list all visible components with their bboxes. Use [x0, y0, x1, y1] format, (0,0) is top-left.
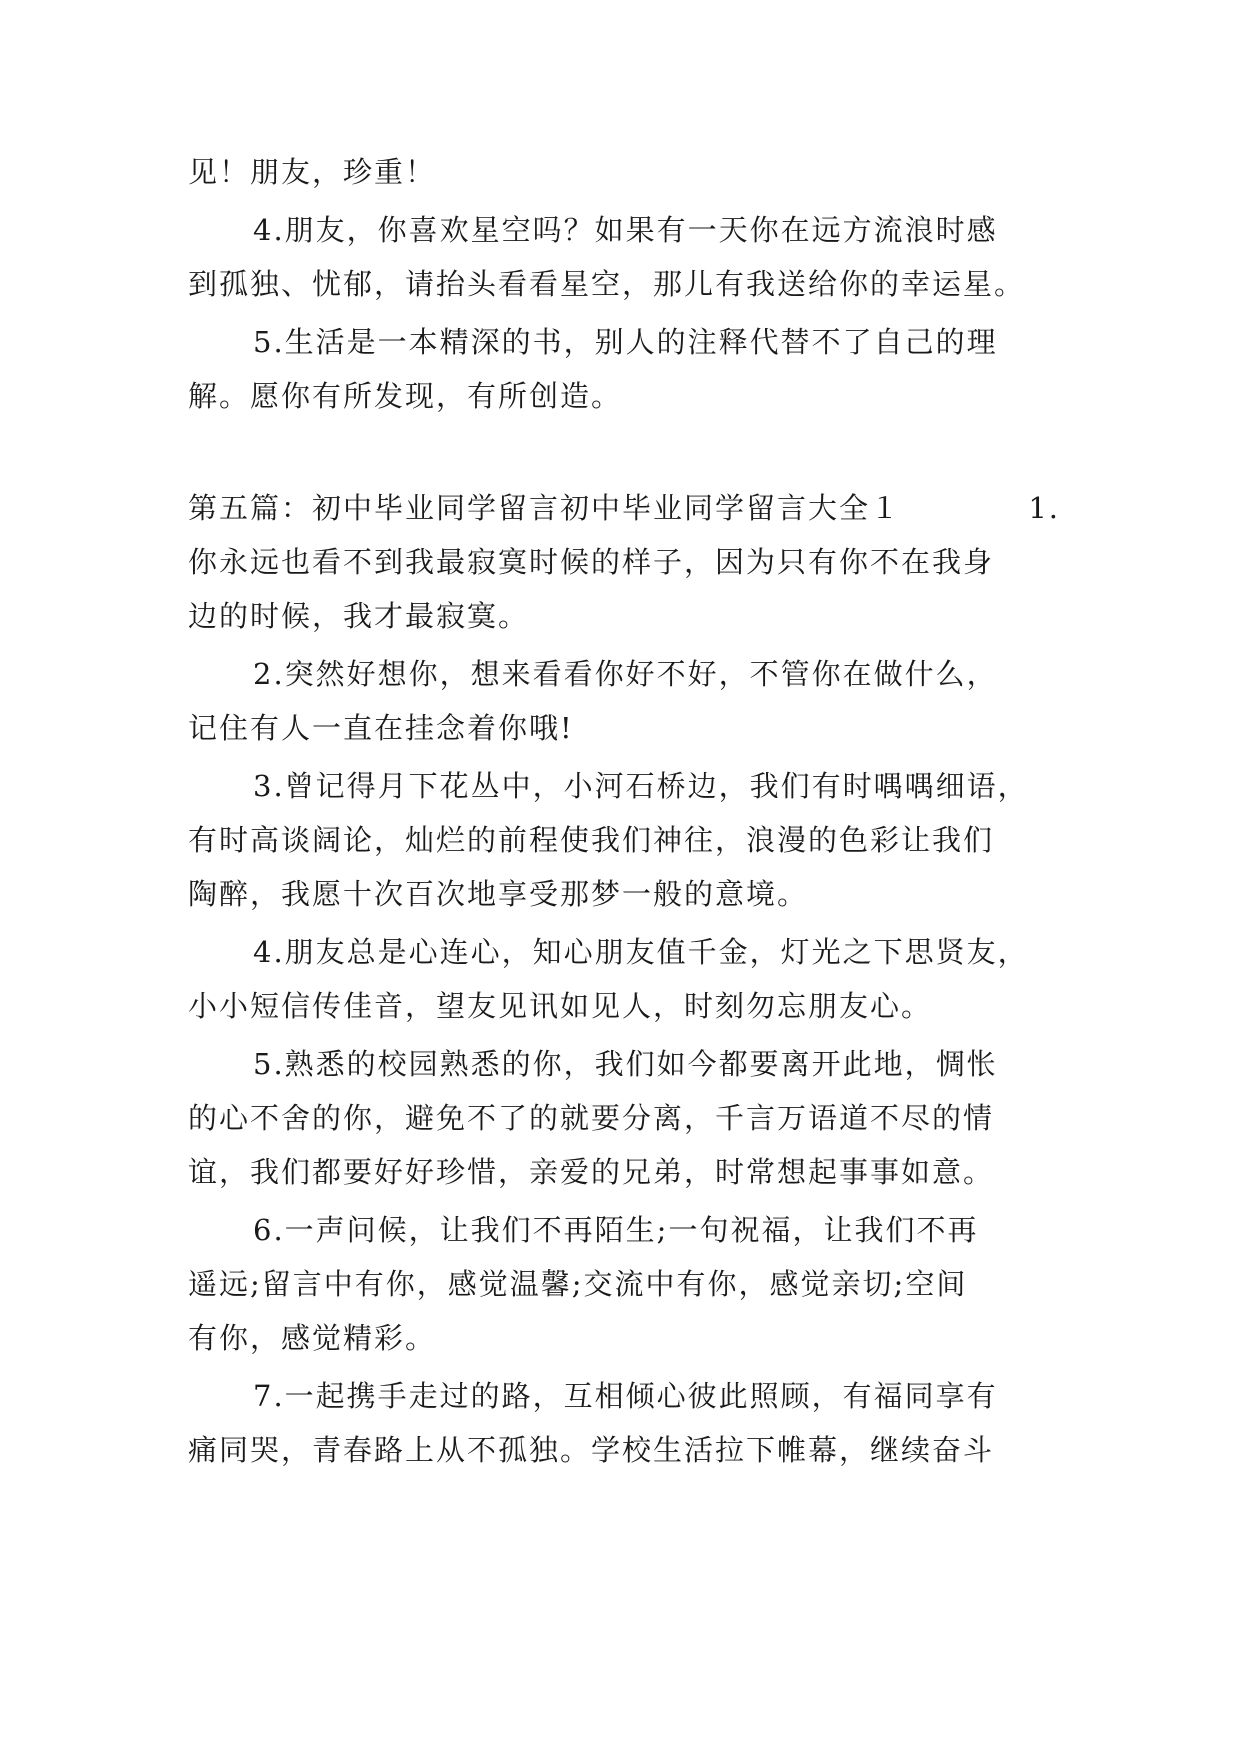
text-line: 到孤独、忧郁，请抬头看看星空，那儿有我送给你的幸运星。 [188, 267, 1026, 301]
list-number: 1. [1028, 491, 1060, 525]
text-line: 4.朋友，你喜欢星空吗？如果有一天你在远方流浪时感 [253, 213, 998, 247]
text-line: 5.生活是一本精深的书，别人的注释代替不了自己的理 [253, 325, 998, 359]
text-line: 有时高谈阔论，灿烂的前程使我们神往，浪漫的色彩让我们 [188, 823, 995, 857]
text-line: 小小短信传佳音，望友见讯如见人，时刻勿忘朋友心。 [188, 989, 933, 1023]
text-line: 你永远也看不到我最寂寞时候的样子，因为只有你不在我身 [188, 545, 995, 579]
text-line: 见！朋友，珍重！ [188, 155, 437, 189]
text-line: 4.朋友总是心连心，知心朋友值千金，灯光之下思贤友， [253, 935, 1029, 969]
text-line: 6.一声问候，让我们不再陌生;一句祝福，让我们不再 [253, 1213, 979, 1247]
text-line: 陶醉，我愿十次百次地享受那梦一般的意境。 [188, 877, 809, 911]
text-line: 7.一起携手走过的路，互相倾心彼此照顾，有福同享有 [253, 1379, 998, 1413]
text-line: 的心不舍的你，避免不了的就要分离，千言万语道不尽的情 [188, 1101, 995, 1135]
text-line: 遥远;留言中有你，感觉温馨;交流中有你，感觉亲切;空间 [188, 1267, 968, 1301]
text-line: 3.曾记得月下花丛中，小河石桥边，我们有时喁喁细语， [253, 769, 1029, 803]
section-heading: 第五篇：初中毕业同学留言初中毕业同学留言大全１ [188, 491, 902, 525]
text-line: 解。愿你有所发现，有所创造。 [188, 379, 623, 413]
text-line: 边的时候，我才最寂寞。 [188, 599, 530, 633]
text-line: 记住有人一直在挂念着你哦! [188, 711, 574, 745]
text-line: 5.熟悉的校园熟悉的你，我们如今都要离开此地，惆怅 [253, 1047, 998, 1081]
text-line: 谊，我们都要好好珍惜，亲爱的兄弟，时常想起事事如意。 [188, 1155, 995, 1189]
text-line: 痛同哭，青春路上从不孤独。学校生活拉下帷幕，继续奋斗 [188, 1433, 995, 1467]
text-line: 有你，感觉精彩。 [188, 1321, 437, 1355]
text-line: 2.突然好想你，想来看看你好不好，不管你在做什么， [253, 657, 998, 691]
